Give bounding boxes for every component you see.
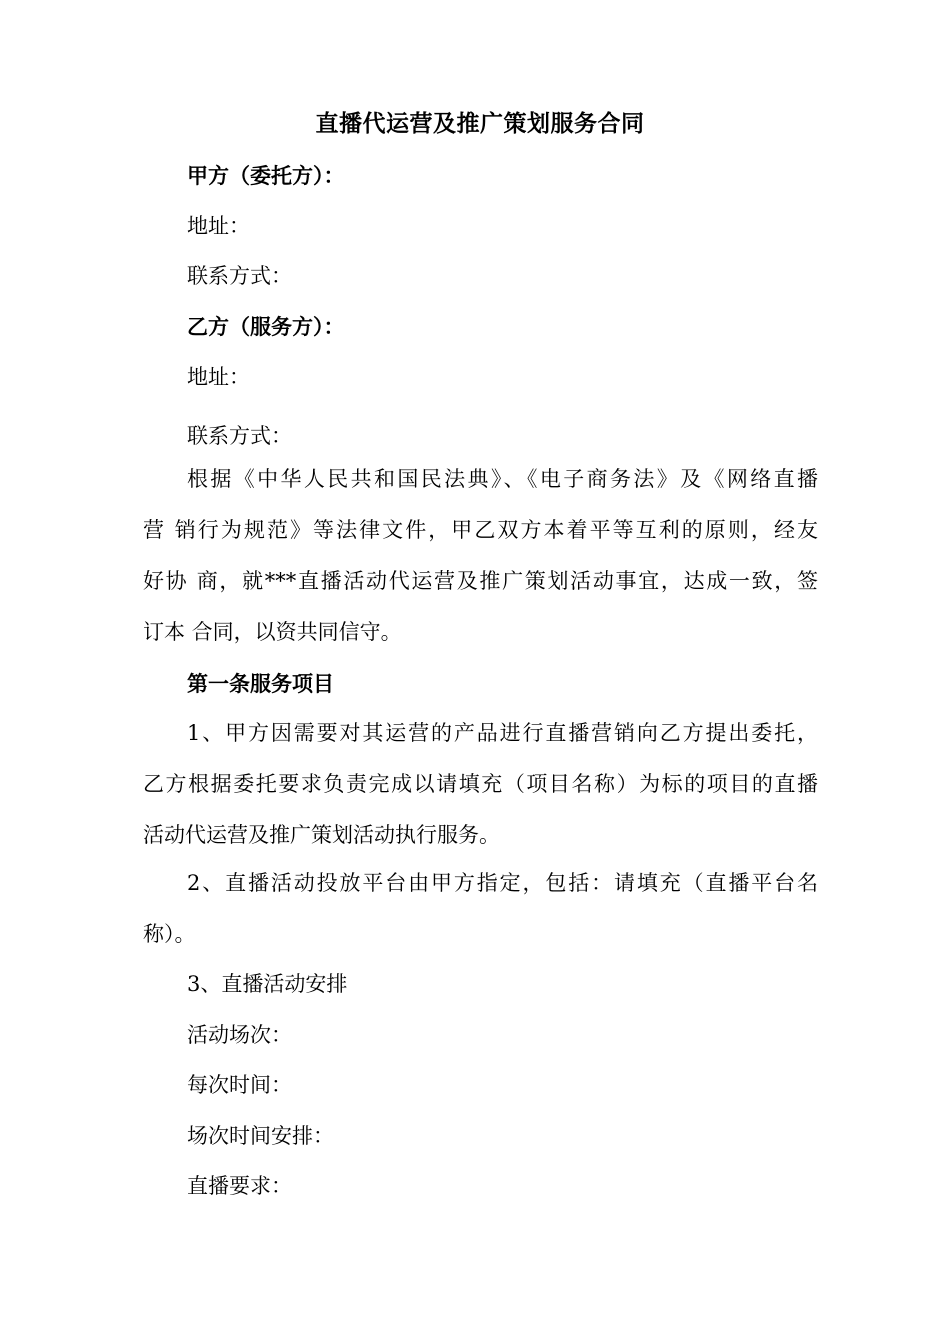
duration-label: 每次时间： [187, 1073, 292, 1097]
schedule-label: 场次时间安排： [187, 1124, 334, 1148]
preamble-line: 根据《中华人民共和国民法典》、《电子商务法》及《网络直播 [187, 467, 818, 491]
item1-line: 活动代运营及推广策划活动执行服务。 [143, 823, 500, 847]
party-b-contact-label: 联系方式： [187, 424, 292, 448]
preamble-line: 营 销行为规范》等法律文件，甲乙双方本着平等互利的原则，经友 [143, 518, 818, 542]
item2-line: 2、直播活动投放平台由甲方指定，包括：请填充（直播平台名 [187, 871, 818, 895]
party-a-contact-label: 联系方式： [187, 264, 292, 288]
requirements-label: 直播要求： [187, 1174, 292, 1198]
article1-item1-paragraph [143, 708, 818, 861]
party-b-address-label: 地址： [187, 365, 250, 389]
item1-line: 乙方根据委托要求负责完成以请填充（项目名称）为标的项目的直播 [143, 772, 818, 796]
preamble-paragraph [143, 454, 818, 658]
party-a-heading: 甲方（委托方）： [187, 163, 345, 188]
party-b-heading: 乙方（服务方）： [187, 314, 345, 339]
preamble-line: 订本 合同，以资共同信守。 [143, 620, 402, 644]
article1-heading: 第一条服务项目 [187, 671, 334, 696]
article1-item3: 3、直播活动安排 [187, 972, 348, 996]
item2-line: 称）。 [143, 922, 196, 946]
article1-item2-paragraph [143, 858, 818, 960]
item1-line: 1、甲方因需要对其运营的产品进行直播营销向乙方提出委托， [187, 721, 818, 745]
sessions-label: 活动场次： [187, 1023, 292, 1047]
party-a-address-label: 地址： [187, 214, 250, 238]
document-title: 直播代运营及推广策划服务合同 [315, 110, 645, 137]
preamble-line: 好协 商，就***直播活动代运营及推广策划活动事宜，达成一致，签 [143, 569, 818, 593]
